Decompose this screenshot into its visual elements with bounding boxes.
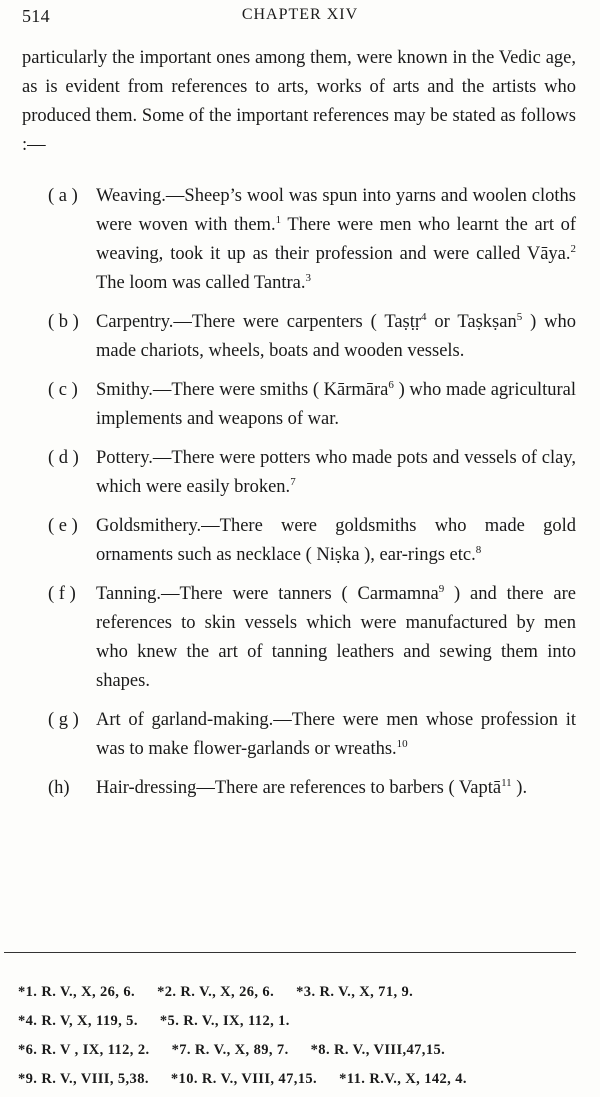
footnote: *4. R. V, X, 119, 5. xyxy=(18,1013,138,1029)
item-marker: ( a ) xyxy=(48,186,78,206)
footnote: *8. R. V., VIII,47,15. xyxy=(310,1042,446,1058)
footnote: *11. R.V., X, 142, 4. xyxy=(339,1071,467,1087)
list-item xyxy=(22,512,576,570)
footnote-line xyxy=(18,1007,582,1036)
item-text: Smithy.—There were smiths ( Kārmāra$^6$ ) who made agricultural implements and weapons of war. xyxy=(96,379,576,429)
item-marker: ( d ) xyxy=(48,448,79,468)
item-text: Art of garland-making.—There were men whose profession it was to make flower-garlands or wreaths.$^{10}$ xyxy=(96,710,576,759)
item-text: Goldsmithery.—There were goldsmiths who made gold ornaments such as necklace ( Niṣka ), ear-rings etc.$^8$ xyxy=(96,516,576,565)
item-marker: ( b ) xyxy=(48,312,79,332)
item-text: Tanning.—There were tanners ( Carmamna$^9$ ) and there are references to skin vessels which were manufactured by men who knew the art of tanning leathers and sewing them into shapes. xyxy=(96,583,576,691)
intro-paragraph: particularly the important ones among them, were known in the Vedic age, as is evident from references to arts, works of arts and the artists who produced them. Some of the important references may be stated as follows :— xyxy=(22,48,576,155)
page-body xyxy=(22,44,576,813)
list-item xyxy=(22,182,576,298)
item-marker: ( g ) xyxy=(48,710,79,730)
list-item xyxy=(22,376,576,434)
footnote-divider xyxy=(4,952,576,953)
footnote-line xyxy=(18,978,582,1007)
list-item xyxy=(22,580,576,696)
footnote-line xyxy=(18,1065,582,1094)
item-marker: ( e ) xyxy=(48,516,78,536)
footnote: *3. R. V., X, 71, 9. xyxy=(296,984,414,1000)
page-number: 514 xyxy=(22,6,50,26)
footnote: *2. R. V., X, 26, 6. xyxy=(157,984,275,1000)
item-text: Carpentry.—There were carpenters ( Taṣṭṛ$^4$ or Taṣkṣan$^5$ ) who made chariots, wheels, boats and wooden vessels. xyxy=(96,311,576,361)
list-item xyxy=(22,444,576,502)
footnote: *10. R. V., VIII, 47,15. xyxy=(170,1071,318,1087)
list-item xyxy=(22,308,576,366)
item-marker: ( c ) xyxy=(48,380,78,400)
footnote: *6. R. V , IX, 112, 2. xyxy=(18,1042,150,1058)
footnote: *9. R. V., VIII, 5,38. xyxy=(18,1071,149,1087)
footnote: *5. R. V., IX, 112, 1. xyxy=(159,1013,290,1029)
item-marker: ( f ) xyxy=(48,584,76,604)
item-text: Hair-dressing—There are references to barbers ( Vaptā$^{11}$ ). xyxy=(96,777,528,798)
list-item xyxy=(22,706,576,764)
list-item xyxy=(22,774,576,803)
footnote: *1. R. V., X, 26, 6. xyxy=(18,984,136,1000)
footnote: *7. R. V., X, 89, 7. xyxy=(171,1042,289,1058)
item-text: Pottery.—There were potters who made pots and vessels of clay, which were easily broken.$^7$ xyxy=(96,448,576,497)
footnotes xyxy=(18,978,582,1094)
page-header xyxy=(22,4,578,28)
item-list xyxy=(22,182,576,803)
footnote-line xyxy=(18,1036,582,1065)
item-marker: (h) xyxy=(48,778,70,798)
item-text: Weaving.—Sheep’s wool was spun into yarns and woolen cloths were woven with them.$^1$ There were men who learnt the art of weaving, took it up as their profession and were called Vāya.$^2$ The loom was called Tantra.$^3$ xyxy=(96,186,576,293)
chapter-title: CHAPTER XIV xyxy=(241,6,359,23)
